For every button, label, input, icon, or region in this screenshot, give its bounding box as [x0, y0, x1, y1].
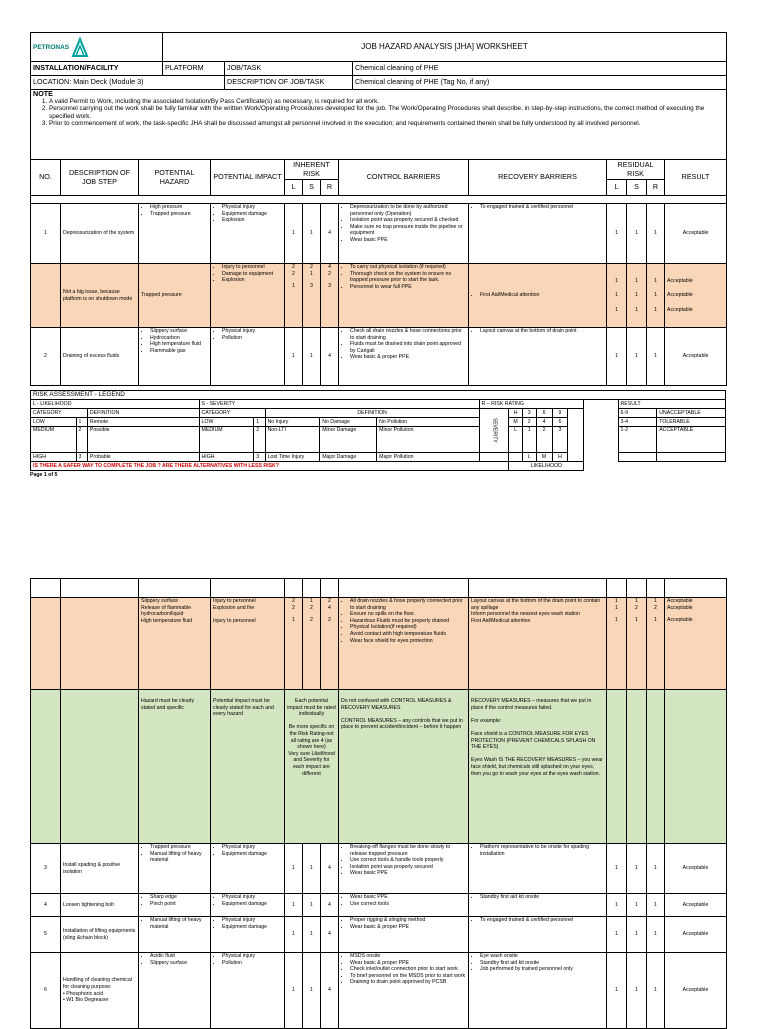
col-control: CONTROL BARRIERS: [339, 160, 469, 196]
result-range: 3-4: [618, 418, 657, 427]
inherent-l: 1: [285, 894, 303, 917]
inherent-l: 1: [285, 917, 303, 953]
severity-cat: HIGH: [199, 453, 254, 462]
matrix-col: H: [552, 453, 568, 462]
col-r: R: [321, 180, 339, 196]
recovery-item: • Job performed by trained personnel only: [480, 966, 604, 973]
control-item: • Wear basic & proper PPE: [350, 960, 466, 967]
petronas-emblem-icon: [71, 36, 89, 58]
step-desc: Handling of cleaning chemical for cleaning purpose: • Phosphoric acid • W1 Bio Degreaser: [61, 953, 139, 1029]
residual-s: 1: [635, 306, 638, 313]
result-value: Acceptable: [667, 292, 693, 299]
impact-item: • Pollution: [222, 335, 282, 342]
logo-text: PETRONAS: [33, 43, 70, 51]
result-label: TOLERABLE: [657, 418, 726, 427]
control-item: • Draining to drain point approved by PCSB: [350, 979, 466, 986]
inherent-s: 1: [310, 598, 313, 604]
example-recovery: Layout canvas at the bottom of the drain point to contain any spillage Inform personnel the nearest eyes wash station First Aid/Medical attention: [469, 598, 607, 690]
recovery-item: • Standby first aid kit onsite: [480, 960, 604, 967]
likelihood-title: L - LIKELIHOOD: [31, 400, 200, 409]
step-no: 4: [31, 894, 61, 917]
inherent-s: 1: [303, 204, 321, 264]
residual-l: 1: [615, 292, 618, 299]
inherent-r: 4: [321, 204, 339, 264]
inherent-s: 1: [303, 917, 321, 953]
legend-title: RISK ASSESSMENT - LEGEND: [31, 391, 726, 400]
col-l: L: [285, 180, 303, 196]
severity-cat: MEDIUM: [199, 427, 254, 453]
note-title: NOTE: [33, 89, 53, 98]
severity-def: No Pollution: [377, 418, 480, 427]
impact-item: • Physical injury: [222, 844, 282, 851]
likelihood-def: Possible: [87, 427, 199, 453]
inherent-s: 1: [303, 894, 321, 917]
col-impact: POTENTIAL IMPACT: [211, 160, 285, 196]
category-header: CATEGORY: [31, 409, 88, 418]
matrix-col: L: [522, 453, 536, 462]
hazard-item: • Hydrocarbon: [150, 335, 208, 342]
note-item: 1. A valid Permit to Work, including the associated Isolation/By Pass Certificate(s) as necessary, is required for all work.: [49, 98, 724, 106]
control-item: • Hazardous Fluids must be properly drained: [350, 618, 466, 625]
matrix-cell: 3: [522, 409, 536, 418]
hazard-item: • Acidic fluid: [150, 953, 208, 960]
hazard-item: • Trapped pressure: [150, 844, 208, 851]
inherent-r: 4: [328, 604, 331, 611]
matrix-cell: M: [509, 418, 523, 427]
matrix-cell: 1: [522, 427, 536, 453]
residual-r: 1: [654, 617, 657, 624]
impact-item: • Physical injury: [222, 953, 282, 960]
note-item: 2. Personnel carrying out the work shall be fully familiar with the written Work/Operating Procedures developed for the job. The Work/Operating Procedures shall describe, in step-by-step instructions, the correct method of executing the specified work.: [49, 105, 724, 120]
inherent-s: 2: [310, 604, 313, 611]
residual-s: 1: [627, 204, 647, 264]
residual-l: 1: [607, 328, 627, 386]
result-label: ACCEPTABLE: [657, 427, 726, 453]
step-no: 1: [31, 204, 61, 264]
hazard-item: • Pinch point: [150, 901, 208, 908]
hazard-item: • High temperature fluid: [150, 341, 208, 348]
jha-table-continued: [30, 578, 727, 1029]
likelihood-cat: MEDIUM: [31, 427, 77, 453]
installation-value: PLATFORM: [163, 62, 225, 76]
inherent-l: 2: [292, 264, 295, 270]
likelihood-num: 1: [76, 418, 87, 427]
impact-item: • Equipment damage: [222, 211, 282, 218]
recovery-item: • Platform representative to be onsite for spading installation: [480, 844, 604, 857]
result-label: UNACCEPTABLE: [657, 409, 726, 418]
jha-main-table: [30, 159, 727, 386]
col-s: S: [627, 180, 647, 196]
inherent-r: 4: [321, 844, 339, 894]
impact-item: • Equipment damage: [222, 901, 282, 908]
residual-s: 1: [627, 894, 647, 917]
control-item: • Avoid contact with high temperature fluids: [350, 631, 466, 638]
result-range: 6-9: [618, 409, 657, 418]
residual-r: 1: [654, 292, 657, 299]
inherent-s: 1: [303, 953, 321, 1029]
severity-def: Non-LTI: [265, 427, 320, 453]
step-no: 2: [31, 328, 61, 386]
logo-cell: [31, 33, 163, 62]
control-item: • Thorough check on the system to ensure no trapped pressure prior to start the task.: [350, 271, 466, 284]
control-item: • Use correct tools: [350, 901, 466, 908]
recovery-item: • Standby first aid kit onsite: [480, 894, 604, 901]
rating-title: R – RISK RATING: [479, 400, 584, 409]
inherent-l: 1: [285, 204, 303, 264]
control-item: • Breaking-off flanges must be done slowly to release trapped pressure: [350, 844, 466, 857]
step-desc: Install spading & positive isolation: [61, 844, 139, 894]
residual-l: 1: [607, 953, 627, 1029]
residual-r: 1: [654, 306, 657, 313]
severity-axis: SEVERITY: [491, 418, 498, 443]
col-desc: DESCRIPTION OF JOB STEP: [61, 160, 139, 196]
inherent-s: 1: [303, 328, 321, 386]
severity-num: 1: [254, 418, 265, 427]
severity-def: Lost Time Injury: [265, 453, 320, 462]
impact-item: • Physical injury: [222, 328, 282, 335]
control-item: • Check inlet/outlet connection prior to start work: [350, 966, 466, 973]
worksheet-title: JOB HAZARD ANALYSIS [JHA] WORKSHEET: [163, 33, 727, 62]
control-item: • Wear basic PPE: [350, 870, 466, 877]
hazard-item: • Slippery surface: [150, 960, 208, 967]
severity-def: No Damage: [320, 418, 377, 427]
residual-l: 1: [615, 306, 618, 313]
page-2: [30, 578, 726, 1029]
control-item: • Personnel to wear full PPE: [350, 284, 466, 291]
residual-l: 1: [615, 598, 618, 604]
impact-item: • Equipment damage: [222, 851, 282, 858]
step-desc: Depressurization of the system: [61, 204, 139, 264]
desc-value: Chemical cleaning of PHE (Tag No, if any): [353, 76, 727, 90]
inherent-l: 1: [292, 283, 295, 290]
risk-legend: [30, 390, 726, 471]
col-residual: RESIDUAL RISK: [607, 160, 665, 180]
result-value: Acceptable: [667, 617, 693, 624]
location-label: LOCATION: Main Deck (Module 3): [31, 76, 225, 90]
inherent-l: 2: [292, 598, 295, 604]
impact-item: • Physical injury: [222, 204, 282, 211]
residual-r: 1: [654, 277, 657, 284]
hazard-item: • Manual lifting of heavy material: [150, 917, 208, 930]
recovery-item: • To engaged trained & certified personnel: [480, 204, 604, 211]
residual-s: 1: [635, 617, 638, 624]
residual-s: 1: [635, 598, 638, 604]
col-result: RESULT: [665, 160, 727, 196]
residual-r: 1: [647, 894, 665, 917]
severity-def: Major Damage: [320, 453, 377, 462]
result-value: Acceptable: [665, 953, 727, 1029]
hazard-item: • Sharp edge: [150, 894, 208, 901]
likelihood-cat: LOW: [31, 418, 77, 427]
step-desc: Loosen tightening bolt: [61, 894, 139, 917]
severity-title: S - SEVERITY: [199, 400, 479, 409]
impact-item: • Explosion: [222, 217, 282, 224]
inherent-s: 1: [310, 270, 313, 277]
inherent-r: 3: [328, 283, 331, 290]
control-item: • Fluids must be drained into drain point approved by Carigali: [350, 341, 466, 354]
guide-impact: Potential impact must be clearly stated for each and every hazard: [211, 690, 285, 844]
matrix-cell: 9: [552, 409, 568, 418]
impact-item: • Physical injury: [222, 917, 282, 924]
result-value: Acceptable: [665, 894, 727, 917]
residual-s: 2: [635, 604, 638, 611]
inherent-l: 1: [285, 953, 303, 1029]
impact-item: • Explosion: [222, 277, 282, 284]
jobtask-value: Chemical cleaning of PHE: [353, 62, 727, 76]
note-block: [31, 90, 727, 160]
result-value: Acceptable: [665, 204, 727, 264]
residual-s: 1: [627, 953, 647, 1029]
col-no: NO.: [31, 160, 61, 196]
inherent-l: 1: [285, 844, 303, 894]
result-value: Acceptable: [667, 277, 693, 284]
page-number: Page 1 of 5: [30, 472, 58, 478]
residual-s: 1: [635, 292, 638, 299]
matrix-cell: L: [509, 427, 523, 453]
severity-def: No Injury: [265, 418, 320, 427]
residual-l: 1: [615, 617, 618, 624]
inherent-r: 4: [321, 917, 339, 953]
residual-l: 1: [607, 894, 627, 917]
example-desc: Not a big issue, because platform is on shutdown mode: [61, 264, 139, 328]
inherent-s: 3: [310, 283, 313, 290]
matrix-cell: 6: [552, 418, 568, 427]
residual-s: 1: [627, 917, 647, 953]
control-item: • Wear basic & proper PPE: [350, 924, 466, 931]
control-item: • Wear face shield for eyes protection: [350, 638, 466, 645]
control-item: • All drain nozzles & hose properly connected prior to start draining: [350, 598, 466, 611]
guide-control: Do not confused with CONTROL MEASURES & RECOVERY MEASURES CONTROL MEASURES – any controls that we put in place to prevent accident/incident – before it happen: [339, 690, 469, 844]
col-l: L: [607, 180, 627, 196]
inherent-r: 4: [321, 894, 339, 917]
residual-s: 1: [635, 277, 638, 284]
guide-hazard: Hazard must be clearly stated and specific: [139, 690, 211, 844]
step-no: 6: [31, 953, 61, 1029]
hazard-item: • Manual lifting of heavy material: [150, 851, 208, 864]
inherent-r: 2: [328, 617, 331, 624]
inherent-l: 2: [292, 604, 295, 611]
inherent-s: 1: [303, 844, 321, 894]
recovery-item: • Layout canvas at the bottom of drain point: [480, 328, 604, 335]
control-item: • To brief personnel on the MSDS prior to start work: [350, 973, 466, 980]
step-desc: Draining of excess fluids: [61, 328, 139, 386]
guide-risk: Each potential impact must be rated individually Be more specific on the Risk Rating-not all rating are 4 (as shown here) Very sure Likelihood and Severity for each impact are different: [285, 690, 339, 844]
note-item: 3. Prior to commencement of work, the task-specific JHA shall be discussed amongst all personnel involved in the execution; and requirements contained therein shall be fully understood by all involved personnel.: [49, 120, 724, 128]
residual-s: 1: [627, 844, 647, 894]
control-item: • Check all drain nozzles & hose connections prior to start draining: [350, 328, 466, 341]
inherent-s: 2: [310, 617, 313, 624]
severity-num: 3: [254, 453, 265, 462]
jobtask-label: JOB/TASK: [225, 62, 353, 76]
result-value: Acceptable: [665, 328, 727, 386]
hazard-item: • Slippery surface: [150, 328, 208, 335]
col-inherent: INHERENT RISK: [285, 160, 339, 180]
impact-item: • Physical injury: [222, 894, 282, 901]
col-recovery: RECOVERY BARRIERS: [469, 160, 607, 196]
result-value: Acceptable: [667, 598, 693, 604]
inherent-r: 2: [328, 598, 331, 604]
control-item: • Wear basic PPE: [350, 237, 466, 244]
likelihood-def: Probable: [87, 453, 199, 462]
inherent-l: 1: [285, 328, 303, 386]
severity-cat: LOW: [199, 418, 254, 427]
example-impact: Injury to personnel Explosion and fire Injury to personnel: [211, 598, 285, 690]
likelihood-num: 2: [76, 427, 87, 453]
hazard-item: • Trapped pressure: [150, 211, 208, 218]
severity-def: Minor Damage: [320, 427, 377, 453]
control-item: • Make sure no trap pressure inside the pipeline or equipment: [350, 224, 466, 237]
residual-r: 1: [647, 953, 665, 1029]
control-item: • Use correct tools & handle tools properly: [350, 857, 466, 864]
inherent-r: 2: [328, 270, 331, 277]
residual-r: 1: [654, 598, 657, 604]
inherent-l: 2: [292, 270, 295, 277]
matrix-cell: 4: [536, 418, 552, 427]
installation-label: INSTALLATION/FACILITY: [31, 62, 163, 76]
control-item: • Depressurization to be done by authorized personnel only (Operation): [350, 204, 466, 217]
page-1: [30, 32, 726, 479]
matrix-col: M: [536, 453, 552, 462]
inherent-r: 4: [321, 328, 339, 386]
residual-l: 1: [607, 844, 627, 894]
desc-label: DESCRIPTION OF JOB/TASK: [225, 76, 353, 90]
hazard-item: • Flammable gas: [150, 348, 208, 355]
recovery-item: • Eye wash onsite: [480, 953, 604, 960]
matrix-cell: H: [509, 409, 523, 418]
recovery-item: • First Aid/Medical attention: [480, 292, 604, 299]
residual-r: 1: [647, 328, 665, 386]
result-range: 1-2: [618, 427, 657, 453]
residual-l: 1: [615, 277, 618, 284]
residual-l: 1: [607, 204, 627, 264]
category-header: CATEGORY: [199, 409, 265, 418]
safety-question: IS THERE A SAFER WAY TO COMPLETE THE JOB ? ARE THERE ALTERNATIVES WITH LESS RISK?: [31, 462, 509, 471]
severity-num: 2: [254, 427, 265, 453]
inherent-r: 4: [328, 264, 331, 270]
residual-r: 1: [647, 844, 665, 894]
matrix-cell: 2: [522, 418, 536, 427]
residual-l: 1: [607, 917, 627, 953]
inherent-r: 4: [321, 953, 339, 1029]
matrix-cell: 2: [536, 427, 552, 453]
control-item: • Isolation point was properly secured: [350, 864, 466, 871]
jha-header-table: [30, 32, 727, 160]
result-value: Acceptable: [667, 306, 693, 313]
recovery-item: • To engaged trained & certified personnel: [480, 917, 604, 924]
likelihood-cat: HIGH: [31, 453, 77, 462]
severity-def: Minor Pollution: [377, 427, 480, 453]
step-no: 3: [31, 844, 61, 894]
example-hazard: Slippery surface Release of flammable hydrocarbon/liquid High temperature fluid: [139, 598, 211, 690]
matrix-cell: 6: [536, 409, 552, 418]
col-s: S: [303, 180, 321, 196]
control-item: • To carry out physical isolation (if required): [350, 264, 466, 271]
residual-s: 1: [627, 328, 647, 386]
control-item: • Proper rigging & slinging method: [350, 917, 466, 924]
control-item: • Wear basic PPE: [350, 894, 466, 901]
impact-item: • Injury to personnel: [222, 264, 282, 271]
residual-r: 1: [647, 204, 665, 264]
impact-item: • Equipment damage: [222, 924, 282, 931]
result-title: RESULT: [618, 400, 725, 409]
result-value: Acceptable: [667, 604, 693, 611]
impact-item: • Damage to equipment: [222, 271, 282, 278]
inherent-l: 1: [292, 617, 295, 624]
control-item: • Physical Isolation(if required): [350, 624, 466, 631]
inherent-s: 2: [310, 264, 313, 270]
likelihood-num: 3: [76, 453, 87, 462]
hazard-item: • High pressure: [150, 204, 208, 211]
control-item: • Wear basic & proper PPE: [350, 354, 466, 361]
guide-recovery: RECOVERY MEASURES – measures that we put in place if the control measures failed. For example: Face shield is a CONTROL MEASURE FOR EYES PROTECTION (PREVENT CHEMICALS SPLASH ON THE EYES) Eyes Wash IS THE RECOVERY MEASURES – you wear face shield, but chemicals still splashed on your eyes, then you go to wash your eyes at the eyes wash station.: [469, 690, 607, 844]
likelihood-axis: LIKELIHOOD: [509, 462, 584, 471]
definition-header: DEFINITION: [87, 409, 199, 418]
matrix-cell: 3: [552, 427, 568, 453]
control-item: • Isolation point was properly secured & checked: [350, 217, 466, 224]
definition-header: DEFINITION: [265, 409, 479, 418]
severity-def: Major Pollution: [377, 453, 480, 462]
residual-r: 1: [647, 917, 665, 953]
likelihood-def: Remote: [87, 418, 199, 427]
step-desc: Installation of lifting equipments (sling &chain block): [61, 917, 139, 953]
step-no: 5: [31, 917, 61, 953]
col-hazard: POTENTIAL HAZARD: [139, 160, 211, 196]
col-r: R: [647, 180, 665, 196]
control-item: • MSDS onsite: [350, 953, 466, 960]
residual-l: 1: [615, 604, 618, 611]
control-item: • Ensure no spills on the floor.: [350, 611, 466, 618]
impact-item: • Pollution: [222, 960, 282, 967]
result-value: Acceptable: [665, 844, 727, 894]
petronas-logo: [33, 36, 89, 58]
residual-r: 2: [654, 604, 657, 611]
example-hazard: Trapped pressure: [139, 264, 211, 328]
result-value: Acceptable: [665, 917, 727, 953]
